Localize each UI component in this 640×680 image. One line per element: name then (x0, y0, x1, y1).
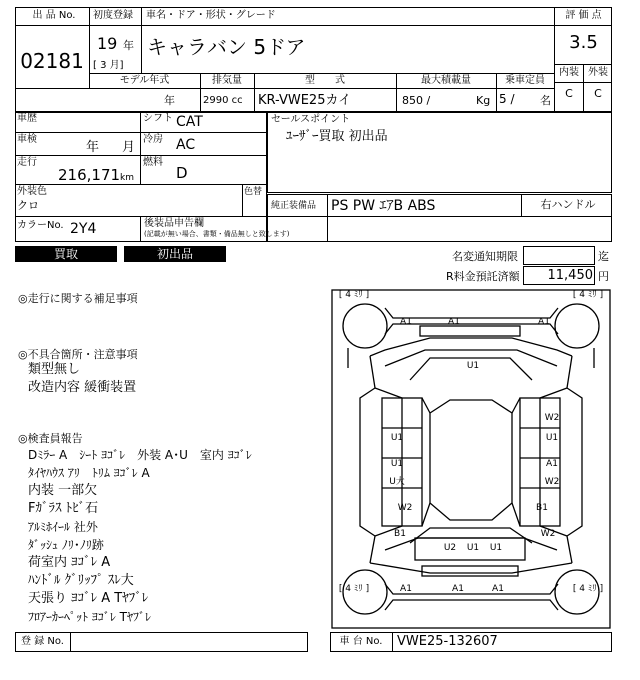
car-name-label: 車名・ドア・形状・グレード (146, 10, 276, 21)
damage-mark: W2 (540, 529, 556, 539)
capacity-unit: 名 (540, 94, 551, 107)
recycle-unit: 円 (598, 270, 609, 283)
aircon-value: AC (176, 137, 196, 153)
color-change-label: 色替 (244, 187, 263, 197)
damage-mark: U1 (489, 543, 503, 553)
inspector-line: ﾊﾝﾄﾞﾙ ｸﾞﾘｯﾌﾟ ｽﾚ大 (28, 573, 134, 588)
inspector-line: ﾌﾛｱｰｶｰﾍﾟｯﾄ ﾖｺﾞﾚ Tﾔﾌﾞﾚ (28, 610, 151, 624)
recycle-label: R料金預託済額 (446, 270, 520, 283)
first-reg-year: 19 (97, 34, 118, 53)
color-no-label: カラーNo. (17, 220, 64, 231)
damage-mark: A1 (448, 317, 460, 327)
tire-depth-label: [ 4 ﾐﾘ ] (338, 584, 370, 594)
defect-notes-title: ◎不具合箇所・注意事項 (18, 348, 138, 361)
damage-mark: A1 (452, 584, 464, 594)
damage-mark: U2 (443, 543, 457, 553)
reg-no-label: 登 録 No. (21, 636, 64, 647)
shift-value: CAT (176, 114, 203, 130)
name-change-label: 名変通知期限 (452, 250, 518, 263)
max-load-unit: Kg (476, 94, 491, 107)
exterior-color-label: 外装色 (17, 186, 47, 197)
max-load-label: 最大積載量 (421, 75, 471, 86)
sales-point-label: セールスポイント (271, 114, 351, 125)
running-notes-title: ◎走行に関する補足事項 (18, 292, 138, 305)
displacement-label: 排気量 (212, 75, 242, 86)
buy-tag: 買取 (15, 246, 117, 262)
damage-mark: A1 (400, 317, 412, 327)
score-label: 評 価 点 (565, 10, 602, 21)
first-listing-tag: 初出品 (124, 246, 226, 262)
damage-mark: W2 (397, 503, 413, 513)
mileage-value: 216,171 (58, 166, 121, 184)
first-reg-year-unit: 年 (123, 39, 134, 52)
capacity-label: 乗車定員 (505, 75, 545, 86)
damage-mark: U1 (466, 361, 480, 371)
lot-label: 出 品 No. (32, 10, 76, 21)
capacity-value: 5 / (499, 92, 515, 106)
defect-line: 改造内容 緩衝装置 (28, 380, 137, 395)
chassis-no-label: 車 台 No. (339, 636, 383, 647)
exterior-color-value: クロ (17, 199, 39, 212)
damage-mark: U1 (545, 433, 559, 443)
first-reg-label: 初度登録 (93, 10, 133, 21)
type-value: KR-VWE25カイ (258, 93, 352, 108)
interior-grade: C (565, 87, 573, 100)
damage-mark: A1 (400, 584, 412, 594)
inspector-line: Fｶﾞﾗｽ ﾄﾋﾞ石 (28, 501, 99, 516)
aircon-label: 冷房 (143, 134, 163, 145)
damage-mark: U1 (390, 459, 404, 469)
fuel-value: D (176, 164, 188, 182)
inspector-line: ｱﾙﾐﾎｲｰﾙ 社外 (28, 520, 98, 534)
inspection-label: 車検 (17, 134, 37, 145)
genuine-label: 純正装備品 (271, 201, 317, 211)
inspector-line: 内装 一部欠 (28, 483, 98, 498)
genuine-value: PS PW ｴｱB ABS (331, 198, 436, 214)
chassis-no-value: VWE25-132607 (397, 634, 498, 649)
defect-line: 類型無し (28, 362, 81, 377)
tire-depth-label: [ 4 ﾐﾘ ] (572, 584, 604, 594)
exterior-label: 外装 (588, 67, 608, 78)
mileage-label: 走行 (17, 157, 37, 168)
aftermarket-note: (記載が無い場合、書類・備品無しと致します) (144, 230, 290, 238)
name-change-unit: 迄 (598, 250, 609, 263)
damage-mark: B1 (536, 503, 548, 513)
inspector-line: ﾀﾞｯｼｭ ﾉﾘ･ﾉﾘ跡 (28, 538, 104, 552)
tire-depth-label: [ 4 ﾐﾘ ] (338, 290, 370, 300)
interior-label: 内装 (559, 67, 579, 78)
color-no-value: 2Y4 (70, 221, 97, 237)
score-value: 3.5 (569, 32, 598, 53)
damage-mark: U1 (466, 543, 480, 553)
model-year-label: モデル年式 (119, 75, 170, 86)
damage-mark: A1 (492, 584, 504, 594)
damage-mark: A1 (546, 459, 558, 469)
damage-mark: B1 (394, 529, 406, 539)
vehicle-damage-diagram (330, 288, 612, 630)
recycle-value: 11,450 (547, 268, 593, 283)
max-load-value: 850 / (402, 94, 431, 107)
sales-point-value: ﾕｰｻﾞｰ買取 初出品 (286, 129, 388, 144)
inspection-year: 年 (86, 140, 100, 155)
lot-number: 02181 (20, 49, 84, 73)
damage-mark: A1 (538, 317, 550, 327)
name-change-field (523, 246, 595, 265)
exterior-grade: C (594, 87, 602, 100)
first-reg-month: [ 3 月] (93, 60, 124, 71)
inspector-line: Dﾐﾗｰ A ｼｰﾄ ﾖｺﾞﾚ 外装 A･U 室内 ﾖｺﾞﾚ (28, 448, 252, 462)
aftermarket-label: 後装品申告欄 (144, 218, 204, 229)
inspector-line: ﾀｲﾔﾊｳｽ ｱﾘ ﾄﾘﾑ ﾖｺﾞﾚ A (28, 466, 150, 480)
displacement-value: 2990 cc (203, 95, 243, 106)
inspection-month: 月 (122, 140, 136, 155)
tire-depth-label: [ 4 ﾐﾘ ] (572, 290, 604, 300)
mileage-unit: km (120, 173, 134, 183)
damage-mark: U1 (390, 433, 404, 443)
inspector-report-title: ◎検査員報告 (18, 432, 83, 445)
damage-mark: U大 (389, 477, 405, 487)
shift-label: シフト (143, 113, 173, 124)
car-name: キャラバン 5ドア (147, 35, 306, 59)
history-label: 車歴 (17, 113, 37, 124)
model-year-unit: 年 (164, 94, 175, 107)
damage-mark: W2 (544, 413, 560, 423)
type-label: 型 式 (305, 75, 345, 86)
inspector-line: 荷室内 ﾖｺﾞﾚ A (28, 555, 111, 570)
damage-mark: W2 (544, 477, 560, 487)
fuel-label: 燃料 (143, 157, 163, 168)
handle-value: 右ハンドル (540, 198, 596, 211)
inspector-line: 天張り ﾖｺﾞﾚ A Tﾔﾌﾞﾚ (28, 591, 149, 606)
